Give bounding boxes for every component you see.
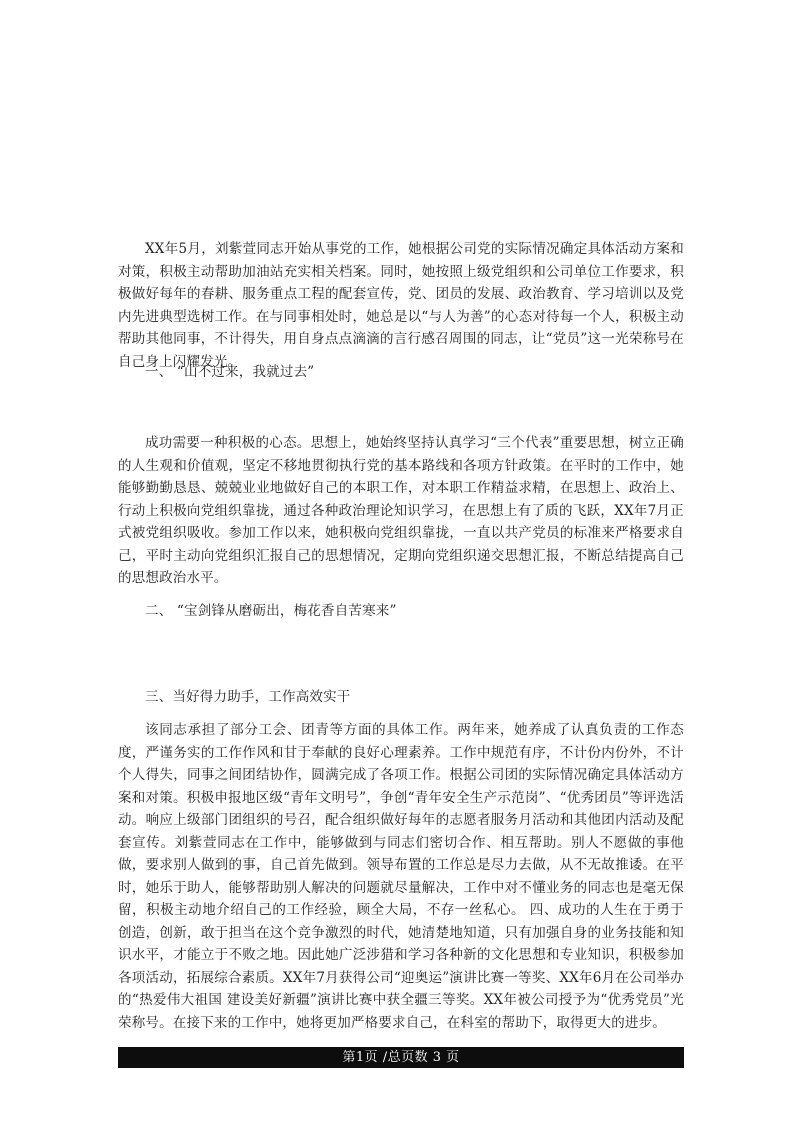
paragraph-section-3: 该同志承担了部分工会、团青等方面的具体工作。两年来，她养成了认真负责的工作态度，严谨务实的工作作风和甘于奉献的良好心理素养。工作中规范有序，不计份内份外，不计个人得失，同事之间团结协作，圆满完成了各项工作。根据公司团的实际情况确定具体活动方案和对策。积极申报地区级“青年文明号”，争创“青年安全生产示范岗”、“优秀团员”等评选活动。响应上级部门团组织的号召，配合组织做好每年的志愿者服务月活动和其他团内活动及配套宣传。刘紫萱同志在工作中，能够做到与同志们密切合作、相互帮助。别人不愿做的事他做，要求别人做到的事，自己首先做到。领导布置的工作总是尽力去做，从不无故推诿。在平时，她乐于助人，能够帮助别人解决的问题就尽量解决，工作中对不懂业务的同志也是毫无保留，积极主动地介绍自己的工作经验，顾全大局，不存一丝私心。 四、成功的人生在于勇于创造，创新，敢于担当在这个竞争激烈的时代，她清楚地知道，只有加强自身的业务技能和知识水平，才能立于不败之地。因此她广泛涉猎和学习各种新的文化思想和专业知识，积极参加各项活动，拓展综合素质。XX年7月获得公司“迎奥运”演讲比赛一等奖、XX年6月在公司举办的“热爱伟大祖国 建设美好新疆”演讲比赛中获全疆三等奖。XX年被公司授予为“优秀党员”光荣称号。在接下来的工作中，她将更加严格要求自己，在科室的帮助下，取得更大的进步。 xyxy=(118,722,684,1031)
section-heading-3: 三、当好得力助手，工作高效实干 xyxy=(145,689,351,705)
page-number-label: 第1页 /总页数 3 页 xyxy=(342,1050,460,1065)
section-heading-2: 二、 “宝剑锋从磨砺出，梅花香自苦寒来” xyxy=(145,603,397,619)
paragraph-section-1: 成功需要一种积极的心态。思想上，她始终坚持认真学习“三个代表”重要思想，树立正确的人生观和价值观，坚定不移地贯彻执行党的基本路线和各项方针政策。在平时的工作中，她能够勤勤恳恳、兢兢业业地做好自己的本职工作，对本职工作精益求精，在思想上、政治上、行动上积极向党组织靠拢，通过各种政治理论知识学习，在思想上有了质的飞跃，XX年7月正式被党组织吸收。参加工作以来，她积极向党组织靠拢，一直以共产党员的标准来严格要求自己，平时主动向党组织汇报自己的思想情况，定期向党组织递交思想汇报，不断总结提高自己的思想政治水平。 xyxy=(118,435,684,586)
paragraph-intro: XX年5月，刘紫萱同志开始从事党的工作，她根据公司党的实际情况确定具体活动方案和对策，积极主动帮助加油站充实相关档案。同时，她按照上级党组织和公司单位工作要求，积极做好每年的春耕、服务重点工程的配套宣传，党、团员的发展、政治教育、学习培训以及党内先进典型选树工作。在与同事相处时，她总是以“与人为善”的心态对待每一个人，积极主动帮助其他同事，不计得失，用自身点点滴滴的言行感召周围的同志，让“党员”这一光荣称号在自己身上闪耀发光。 xyxy=(118,241,684,370)
page-footer xyxy=(118,1047,684,1068)
section-heading-1: 一、 “山不过来，我就过去” xyxy=(145,364,315,380)
